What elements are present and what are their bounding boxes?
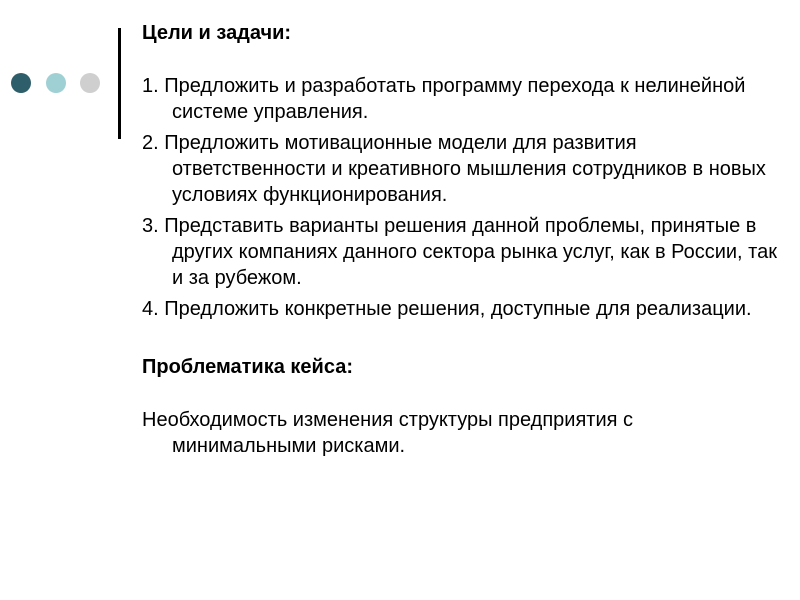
spacer — [142, 380, 782, 407]
goal-item-3: 3. Представить варианты решения данной проблемы, принятые в других компаниях данного сектора рынка услуг, как в России, так и за рубежом. — [142, 215, 777, 289]
problem-heading: Проблематика кейса: — [142, 356, 353, 378]
decor-vertical-line — [118, 28, 121, 139]
decor-dot-gray — [80, 73, 100, 93]
goal-item-4: 4. Предложить конкретные решения, доступные для реализации. — [142, 298, 752, 320]
goal-item-2: 2. Предложить мотивационные модели для развития ответственности и креативного мышления сотрудников в новых условиях функционирования. — [142, 132, 766, 206]
slide-content — [142, 20, 782, 459]
problem-text: Необходимость изменения структуры предприятия с минимальными рисками. — [142, 409, 634, 457]
decor-dot-dark — [11, 73, 31, 93]
goal-item-1: 1. Предложить и разработать программу перехода к нелинейной системе управления. — [142, 75, 746, 123]
decor-dot-light — [46, 73, 66, 93]
spacer — [142, 46, 782, 73]
goals-heading: Цели и задачи: — [142, 22, 292, 44]
spacer — [142, 327, 782, 354]
